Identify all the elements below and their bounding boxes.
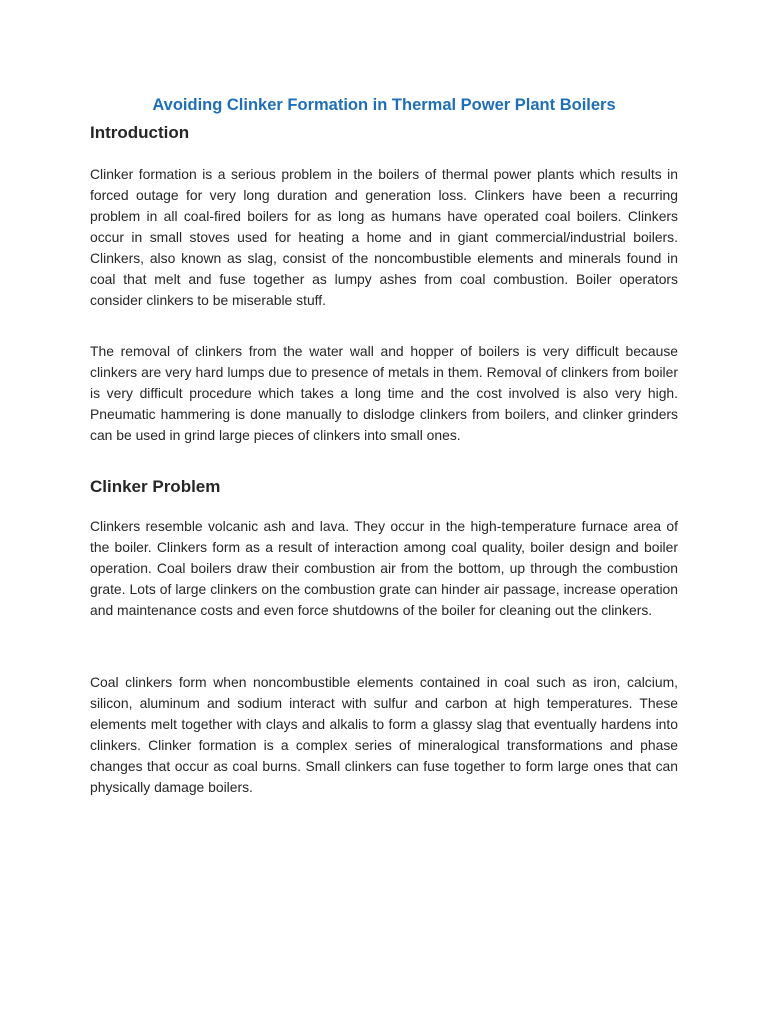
- paragraph: Coal clinkers form when noncombustible elements contained in coal such as iron, calcium, silicon, aluminum and sodium interact with sulfur and carbon at high temperatures. These elements melt together with clays and alkalis to form a glassy slag that eventually hardens into clinkers. Clinker formation is a complex series of mineralogical transformations and phase changes that occur as coal burns. Small clinkers can fuse together to form large ones that can physically damage boilers.: [90, 674, 678, 795]
- section-heading-introduction: Introduction: [90, 123, 190, 142]
- paragraph: Clinkers resemble volcanic ash and lava. They occur in the high-temperature furnace area of the boiler. Clinkers form as a result of interaction among coal quality, boiler design and boiler operation. Coal boilers draw their combustion air from the bottom, up through the combustion grate. Lots of large clinkers on the combustion grate can hinder air passage, increase operation and maintenance costs and even force shutdowns of the boiler for cleaning out the clinkers.: [90, 518, 678, 618]
- paragraph: Clinker formation is a serious problem in the boilers of thermal power plants which results in forced outage for very long duration and generation loss. Clinkers have been a recurring problem in all coal-fired boilers for as long as humans have operated coal boilers. Clinkers occur in small stoves used for heating a home and in giant commercial/industrial boilers. Clinkers, also known as slag, consist of the noncombustible elements and minerals found in coal that melt and fuse together as lumpy ashes from coal combustion. Boiler operators consider clinkers to be miserable stuff.: [90, 166, 678, 308]
- paragraph: The removal of clinkers from the water wall and hopper of boilers is very difficult because clinkers are very hard lumps due to presence of metals in them. Removal of clinkers from boiler is very difficult procedure which takes a long time and the cost involved is also very high. Pneumatic hammering is done manually to dislodge clinkers from boilers, and clinker grinders can be used in grind large pieces of clinkers into small ones.: [90, 343, 678, 443]
- document-title: Avoiding Clinker Formation in Thermal Power Plant Boilers: [152, 96, 616, 114]
- section-heading-clinker-problem: Clinker Problem: [90, 477, 221, 496]
